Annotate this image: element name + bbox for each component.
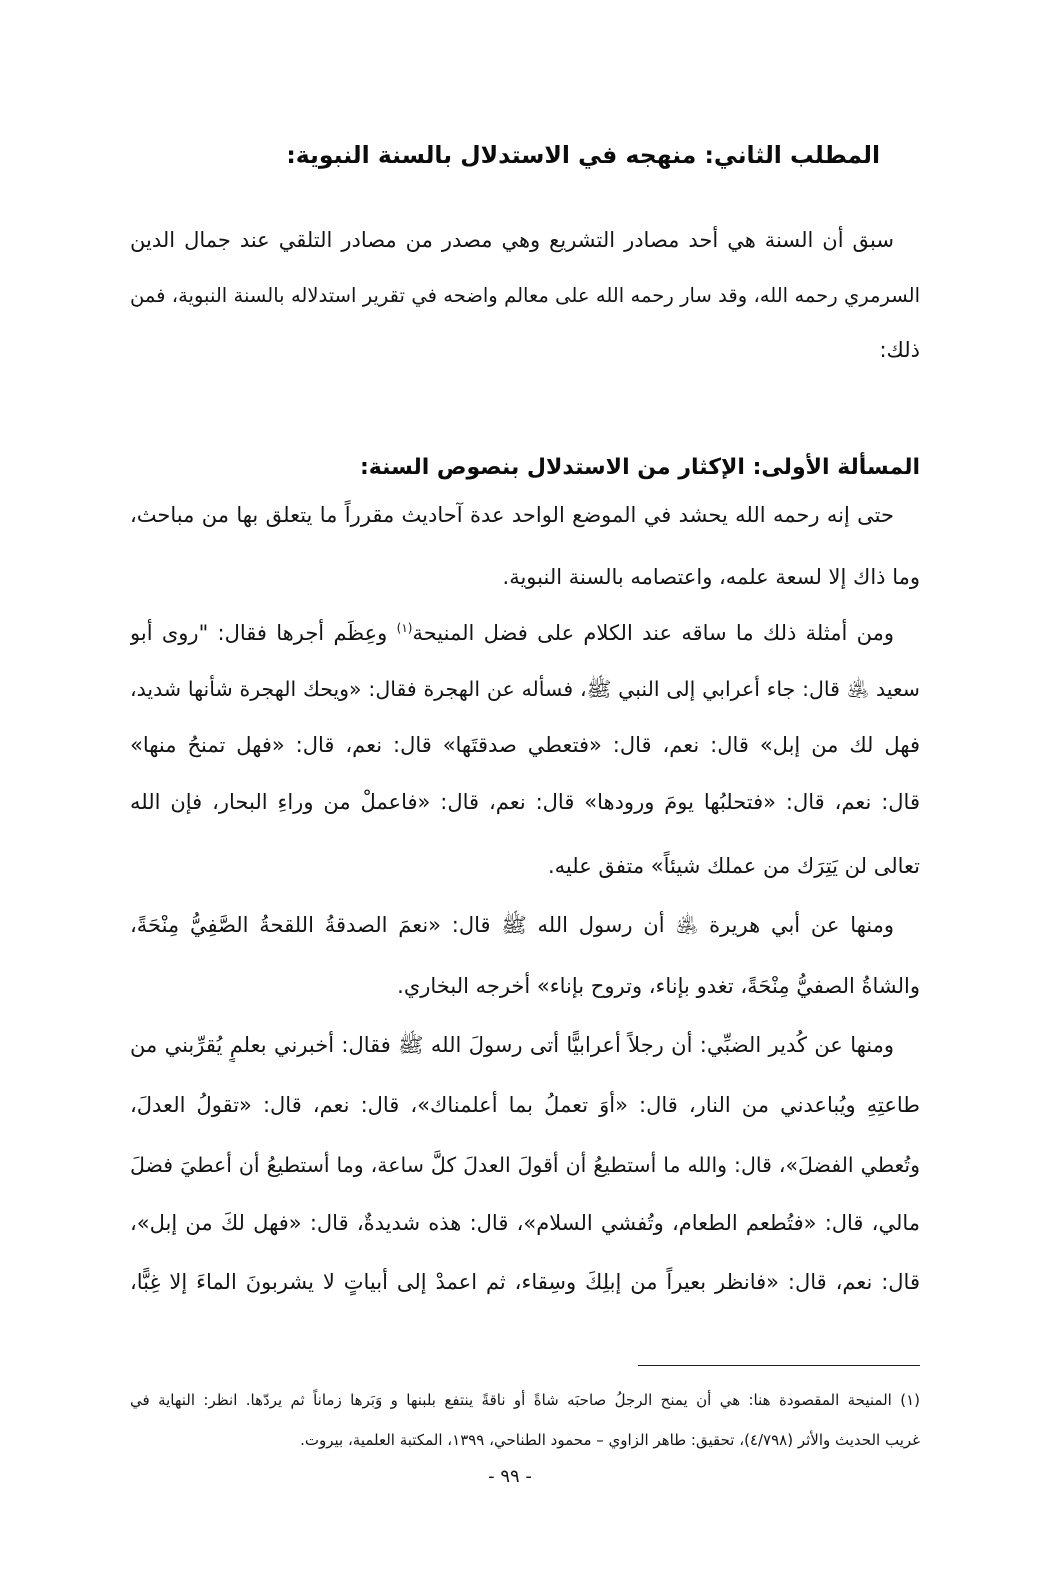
intro-line: السرمري رحمه الله، وقد سار رحمه الله على معالم واضحه في تقرير استدلاله بالسنة النبوية، فمن	[130, 284, 920, 307]
body-line: قال: نعم، قال: «فانظر بعيراً من إبلِكَ وسِقاء، ثم اعمدْ إلى أبياتٍ لا يشربونَ الماءَ إلا غِبًّا،	[130, 1270, 920, 1294]
page-number: - ٩٩ -	[488, 1466, 532, 1487]
footnote-reference: (١)	[396, 621, 413, 635]
body-line: سعيد ﵁ قال: جاء أعرابي إلى النبي ﷺ، فسأله عن الهجرة فقال: «ويحك الهجرة شأنها شديد،	[130, 677, 920, 701]
footnote-separator	[638, 1365, 920, 1366]
body-line: والشاةُ الصفيُّ مِنْحَةً، تغدو بإناء، وتروح بإناء» أخرجه البخاري.	[397, 974, 920, 998]
body-line: وتُعطي الفضلَ»، قال: والله ما أستطيعُ أن أقولَ العدلَ كلَّ ساعة، وما أستطيعُ أن أعطيَ فضلَ	[130, 1153, 920, 1177]
body-line: قال: نعم، قال: «فتحلبُها يومَ ورودها» قال: نعم، قال: «فاعملْ من وراءِ البحار، فإن الله	[130, 790, 920, 814]
body-line: فهل لك من إبل» قال: نعم، قال: «فتعطي صدقتَها» قال: نعم، قال: «فهل تمنحُ منها»	[130, 733, 920, 757]
body-line: حتى إنه رحمه الله يحشد في الموضع الواحد عدة آحاديث مقرراً ما يتعلق بها من مباحث،	[130, 503, 894, 527]
body-line-text: وعِظَم أجرها فقال: "روى أبو	[130, 621, 397, 645]
footnote-line: (١) المنيحة المقصودة هنا: هي أن يمنح الرجلُ صاحبَه شاةً أو ناقةً ينتفع بلبنها و وَبَرها زماناً ثم يردّها. انظر: النهاية في	[130, 1391, 920, 1409]
subsection-title: المسألة الأولى: الإكثار من الاستدلال بنصوص السنة:	[359, 455, 920, 480]
body-line: تعالى لن يَتِرَك من عملك شيئاً» متفق عليه.	[547, 854, 920, 878]
intro-line: سبق أن السنة هي أحد مصادر التشريع وهي مصدر من مصادر التلقي عند جمال الدين	[130, 228, 894, 252]
body-line: طاعتِهِ ويُباعدني من النار، قال: «أوَ تعملُ بما أعلمناك»، قال: نعم، قال: «تقولُ العدلَ،	[130, 1093, 920, 1117]
body-line-text: ومن أمثلة ذلك ما ساقه عند الكلام على فضل المنيحة	[412, 621, 894, 645]
body-line: وما ذاك إلا لسعة علمه، واعتصامه بالسنة النبوية.	[502, 565, 920, 589]
body-line: مالي، قال: «فتُطعم الطعام، وتُفشي السلام»، قال: هذه شديدةٌ، قال: «فهل لكَ من إبل»،	[130, 1211, 920, 1235]
body-line: ومنها عن أبي هريرة ﵁ أن رسول الله ﷺ قال: «نعمَ الصدقةُ اللقحةُ الصَّفِيُّ مِنْحَةً،	[130, 913, 894, 937]
section-heading: المطلب الثاني: منهجه في الاستدلال بالسنة النبوية:	[286, 141, 880, 169]
body-line	[130, 616, 920, 650]
body-line: ومنها عن كُدير الضبِّي: أن رجلاً أعرابيًّا أتى رسولَ الله ﷺ فقال: أخبرني بعلمٍ يُقرِّبني من	[130, 1033, 894, 1057]
intro-line: ذلك:	[879, 338, 920, 362]
footnote-line: غريب الحديث والأثر (٤/٧٩٨)، تحقيق: طاهر الزاوي – محمود الطناحي، ١٣٩٩، المكتبة العلمية، بيروت.	[300, 1431, 920, 1449]
